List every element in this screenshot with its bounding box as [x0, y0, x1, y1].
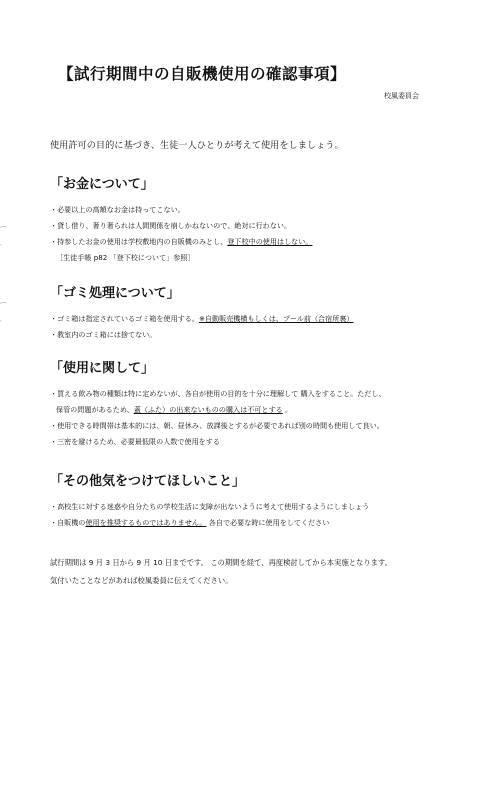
bullet-text-underlined: ※自動販売機横もしくは、プール前（合宿所裏） — [198, 314, 354, 323]
section-trash — [50, 282, 470, 343]
bullet-text: 保管の問題があるため、 — [56, 405, 134, 414]
organization-label: 校風委員会 — [384, 92, 419, 100]
section-other-notes — [50, 470, 470, 531]
bullet-item: ・必要以上の高額なお金は持ってこない。 — [50, 205, 185, 214]
bullet-item: ・貸し借り、奢り奢られは人間関係を崩しかねないので、絶対に行わない。 — [50, 221, 292, 230]
bullet-text: ・ゴミ箱は指定されているゴミ箱を使用する。 — [50, 314, 199, 323]
document-title: 【試行期間中の自販機使用の確認事項】 — [58, 65, 347, 83]
reference-note: ［生徒手帳 p82 「登下校について」参照］ — [56, 253, 195, 262]
bullet-text-underlined: 使用を推奨するものではありません。 — [85, 518, 207, 527]
punch-hole-mark — [0, 298, 18, 325]
section-usage — [50, 357, 470, 450]
bullet-text: ・自販機の — [50, 518, 86, 527]
bullet-item: ・使用できる時間帯は基本的には、朝、昼休み、放課後とするが必要であれば別の時間も使用して良い。 — [50, 421, 384, 430]
footer-note — [50, 554, 392, 590]
bullet-text: 各自で必要な時に使用をしてください — [206, 518, 330, 527]
bullet-item: ・買える飲み物の種類は特に定めないが、各自が使用の目的を十分に理解して 購入をすること。ただし、 — [50, 389, 386, 398]
section-heading: 「ゴミ処理について」 — [50, 286, 180, 301]
section-heading: 「使用に関して」 — [50, 361, 155, 376]
footer-line: 気付いたことなどがあれば校風委員に伝えてください。 — [50, 576, 233, 585]
bullet-item: ・高校生に対する迷惑や自分たちの学校生活に支障が出ないように考えて使用するようにしましょう — [50, 502, 370, 511]
section-money — [50, 173, 470, 266]
intro-text: 使用許可の目的に基づき、生徒一人ひとりが考えて使用をしましょう。 — [50, 140, 344, 151]
bullet-item — [50, 515, 470, 531]
bullet-item: ・三密を避けるため、必要最低限の人数で使用をする — [50, 437, 220, 446]
bullet-item — [50, 311, 470, 327]
footer-line: 試行期間は 9 月 3 日から 9 月 10 日までです。 この期間を経て、再度検討してから本実施となります。 — [50, 558, 392, 567]
section-heading: 「その他気をつけてほしいこと」 — [50, 474, 246, 489]
bullet-text: 。 — [282, 405, 293, 414]
bullet-text-underlined: 蓋（ふた）の出来ないものの購入は不可とする — [133, 405, 283, 414]
bullet-text: ・持参したお金の使用は学校敷地内の自販機のみとし、 — [50, 237, 228, 246]
bullet-text-underlined: 登下校中の使用はしない。 — [227, 237, 313, 246]
bullet-item — [50, 402, 470, 418]
section-heading: 「お金について」 — [50, 177, 154, 192]
punch-hole-mark — [0, 222, 18, 249]
bullet-item: ・教室内のゴミ箱には捨てない。 — [50, 330, 157, 339]
bullet-item — [50, 234, 470, 250]
